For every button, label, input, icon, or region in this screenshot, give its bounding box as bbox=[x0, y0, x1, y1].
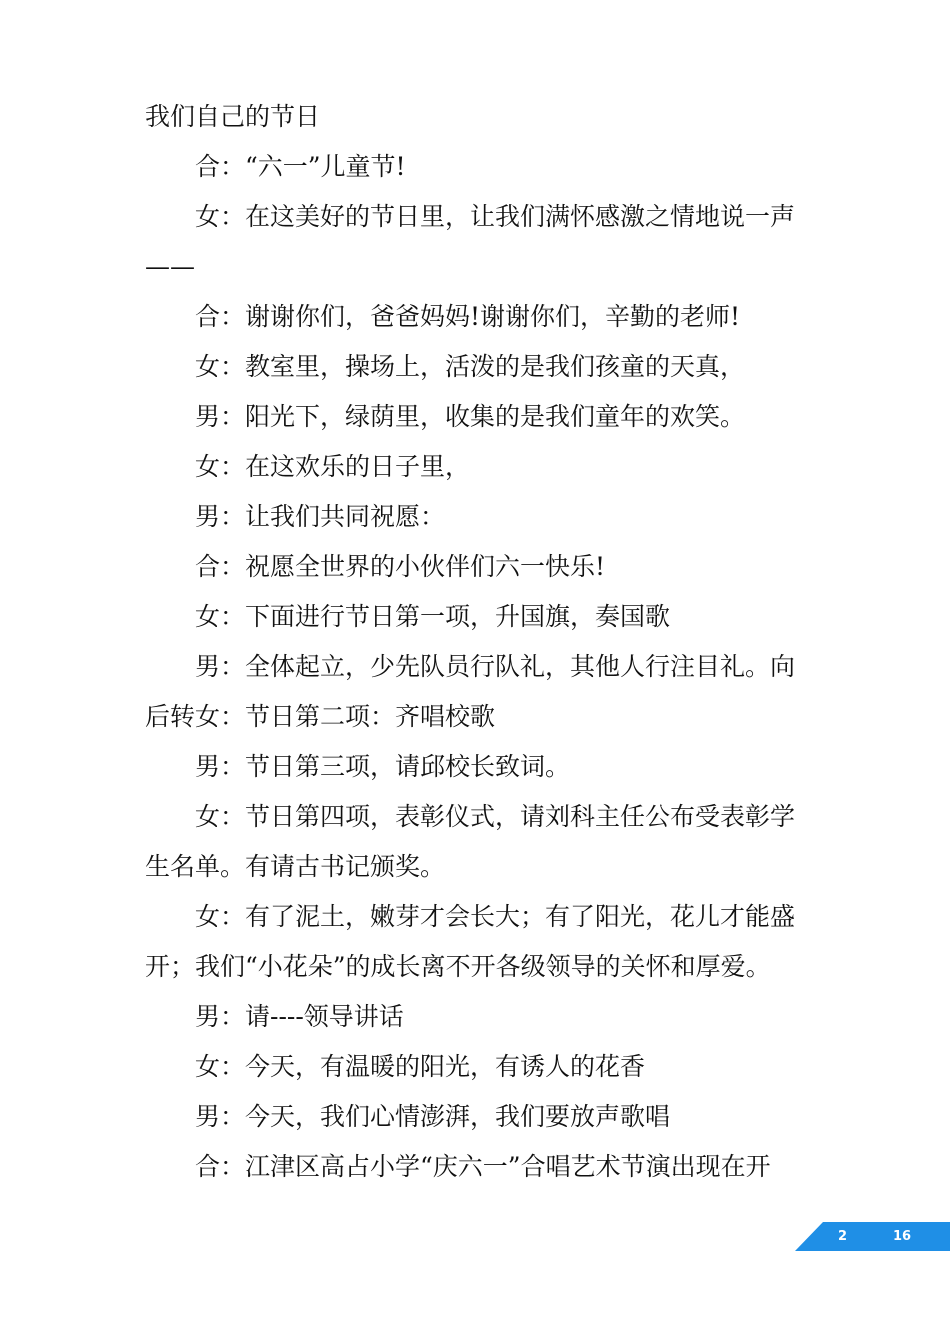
text-line: 男：让我们共同祝愿： bbox=[195, 502, 446, 531]
text-line: 合：祝愿全世界的小伙伴们六一快乐! bbox=[195, 552, 606, 581]
text-line: 男：节日第三项，请邱校长致词。 bbox=[195, 752, 571, 781]
text-line: 我们自己的节日 bbox=[145, 102, 321, 131]
total-page-count: 16 bbox=[893, 1229, 912, 1244]
text-line: 男：今天，我们心情澎湃，我们要放声歌唱 bbox=[195, 1102, 671, 1131]
current-page-number: 2 bbox=[838, 1229, 848, 1244]
text-line: 女：今天，有温暖的阳光，有诱人的花香 bbox=[195, 1052, 646, 1081]
text-line: 女：下面进行节日第一项，升国旗，奏国歌 bbox=[195, 602, 671, 631]
text-line: 合：“六一”儿童节! bbox=[195, 152, 406, 181]
text-line: 女：节日第四项，表彰仪式，请刘科主任公布受表彰学 bbox=[195, 802, 796, 831]
text-line: 合：江津区高占小学“庆六一”合唱艺术节演出现在开 bbox=[195, 1152, 771, 1181]
text-line: 女：在这美好的节日里，让我们满怀感激之情地说一声 bbox=[195, 202, 796, 231]
text-line: 男：阳光下，绿荫里，收集的是我们童年的欢笑。 bbox=[195, 402, 746, 431]
text-line: 女：有了泥土，嫩芽才会长大；有了阳光，花儿才能盛 bbox=[195, 902, 796, 931]
text-line: 生名单。有请古书记颁奖。 bbox=[145, 852, 446, 881]
text-line: 合：谢谢你们，爸爸妈妈!谢谢你们，辛勤的老师! bbox=[195, 302, 741, 331]
text-line: 男：请----领导讲话 bbox=[195, 1002, 404, 1031]
text-line: —— bbox=[145, 252, 195, 281]
page-footer-bar bbox=[795, 1222, 950, 1251]
text-line: 开；我们“小花朵”的成长离不开各级领导的关怀和厚爱。 bbox=[145, 952, 771, 981]
text-line: 后转女：节日第二项：齐唱校歌 bbox=[145, 702, 496, 731]
text-line: 女：教室里，操场上，活泼的是我们孩童的天真， bbox=[195, 352, 746, 381]
text-line: 男：全体起立，少先队员行队礼，其他人行注目礼。向 bbox=[195, 652, 796, 681]
text-line: 女：在这欢乐的日子里， bbox=[195, 452, 471, 481]
